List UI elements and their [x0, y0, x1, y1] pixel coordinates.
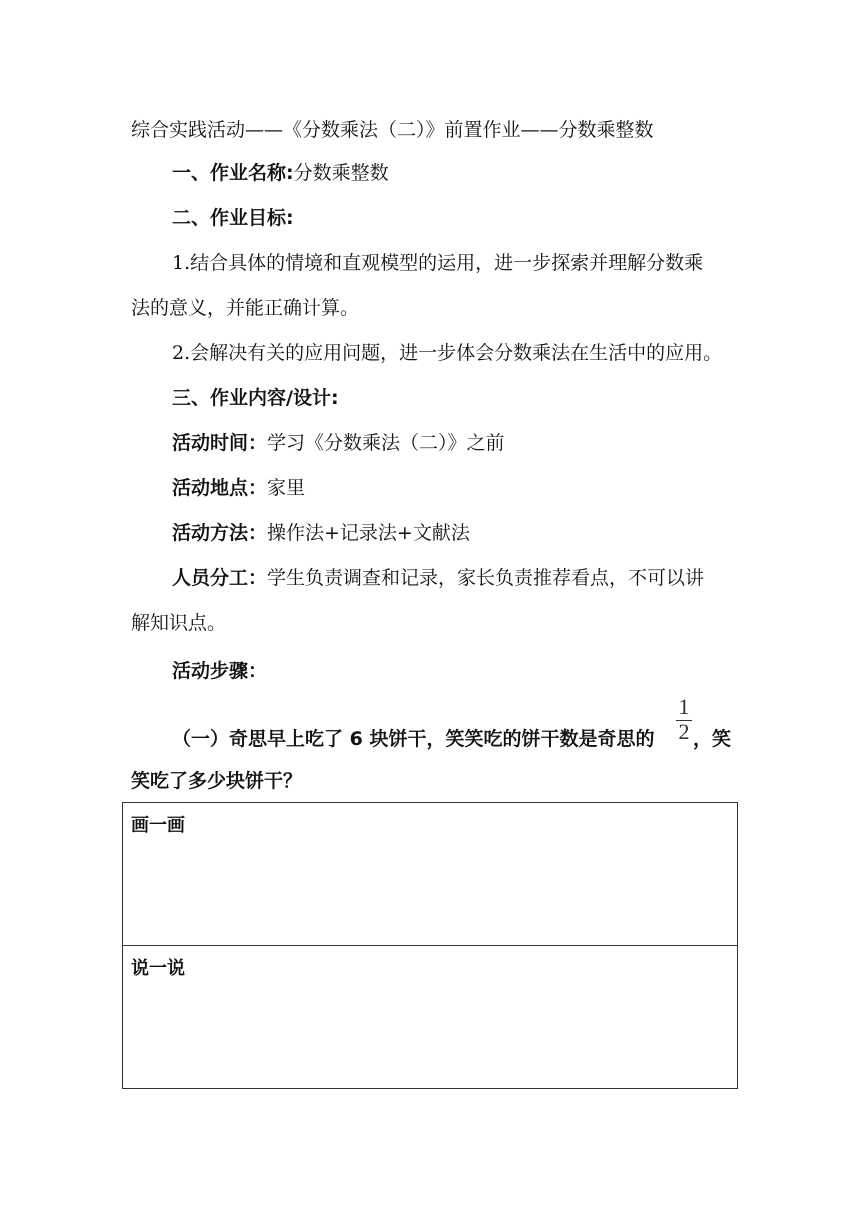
question-1-line-2: 笑吃了多少块饼干？: [131, 770, 303, 792]
activity-time-label: 活动时间：: [172, 432, 268, 454]
question-1-line-1b: ，笑: [693, 728, 732, 750]
goal-1-line-1: 1.结合具体的情境和直观模型的运用，进一步探索并理解分数乘: [172, 252, 704, 274]
steps-label: 活动步骤：: [172, 660, 268, 682]
activity-place-value: 家里: [267, 477, 306, 499]
roles-value-line-1: 学生负责调查和记录，家长负责推荐看点，不可以讲: [267, 567, 705, 589]
table-row: [123, 803, 738, 946]
activity-method-label: 活动方法：: [172, 522, 268, 544]
doc-title: 综合实践活动——《分数乘法（二）》前置作业——分数乘整数: [131, 119, 654, 141]
activity-time-value: 学习《分数乘法（二）》之前: [267, 432, 505, 454]
draw-label: 画一画: [131, 815, 185, 836]
activity-place-label: 活动地点：: [172, 477, 268, 499]
section-1: [172, 160, 389, 186]
fraction-numerator: 1: [678, 694, 690, 719]
fraction-denominator: 2: [678, 719, 690, 744]
activity-place: [172, 475, 305, 501]
activity-method: [172, 520, 470, 546]
draw-cell[interactable]: [123, 803, 738, 946]
activity-method-value: 操作法+记录法+文献法: [267, 522, 470, 544]
goal-2: 2.会解决有关的应用问题，进一步体会分数乘法在生活中的应用。: [172, 342, 723, 364]
section-3-label: 三、作业内容/设计:: [172, 387, 339, 409]
goal-1-line-2: 法的意义，并能正确计算。: [131, 297, 360, 319]
section-1-label: 一、作业名称:: [172, 162, 294, 184]
say-label: 说一说: [131, 958, 185, 979]
section-1-value: 分数乘整数: [293, 162, 389, 184]
section-2-label: 二、作业目标:: [172, 207, 294, 229]
activity-time: [172, 430, 505, 456]
roles-label: 人员分工：: [172, 567, 268, 589]
say-cell[interactable]: [123, 946, 738, 1089]
table-row: [123, 946, 738, 1089]
roles: [172, 565, 704, 591]
answer-table: [122, 802, 738, 1089]
question-1-line-1a: （一）奇思早上吃了 6 块饼干，笑笑吃的饼干数是奇思的: [172, 728, 655, 750]
roles-value-line-2: 解知识点。: [131, 612, 227, 634]
